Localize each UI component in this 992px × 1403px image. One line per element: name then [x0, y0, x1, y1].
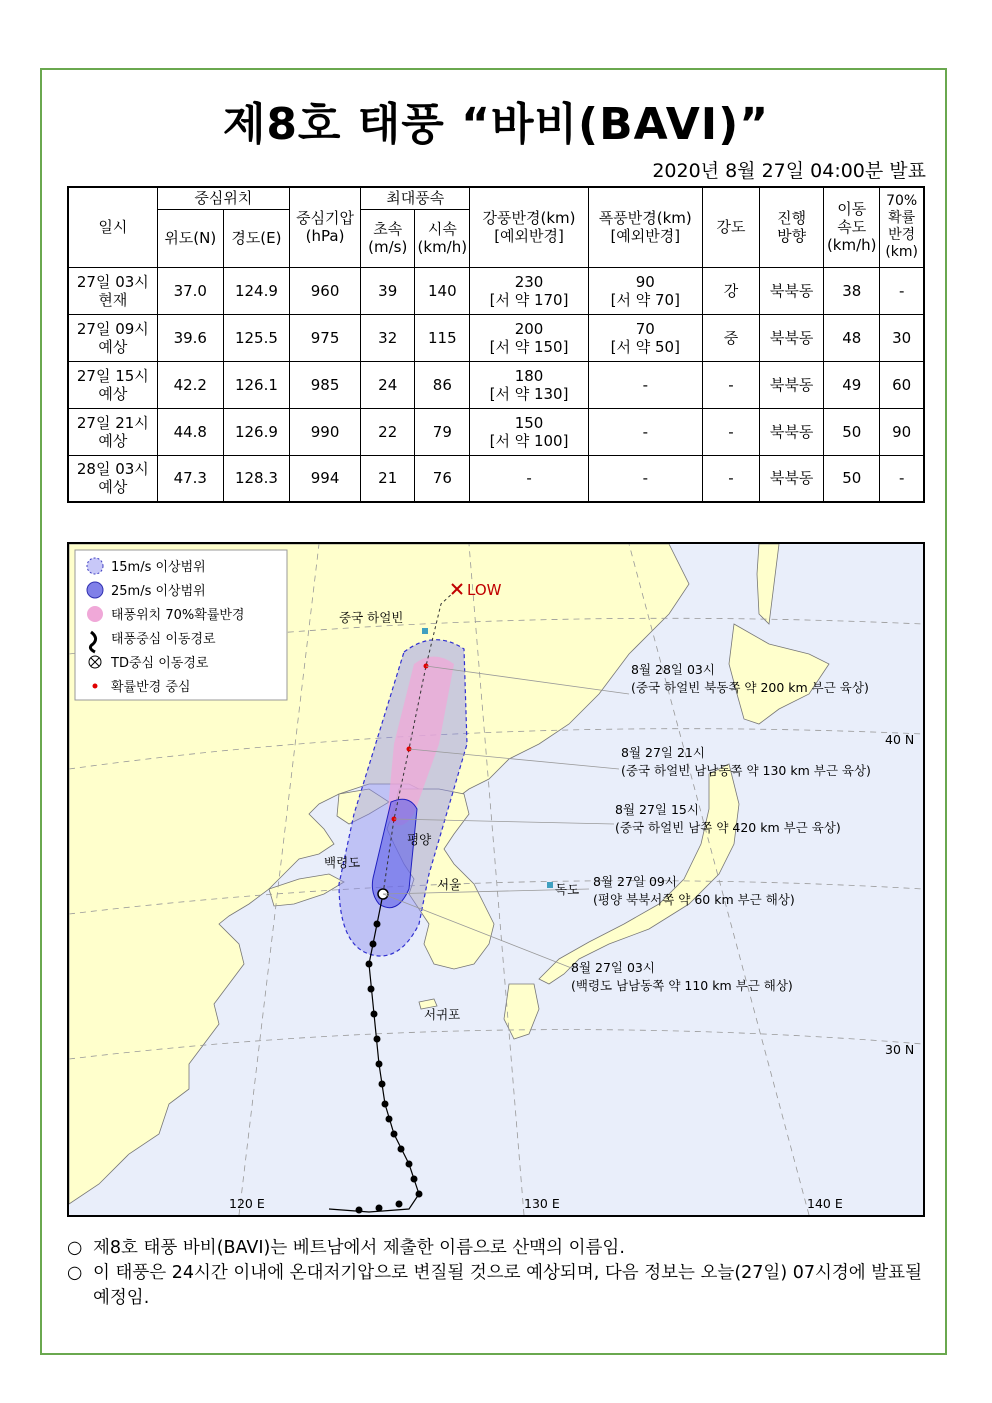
cell-lon: 126.9 — [223, 408, 289, 455]
typhoon-track-map — [67, 542, 925, 1217]
header-direction: 진행 방향 — [760, 187, 824, 267]
note-1-text: 제8호 태풍 바비(BAVI)는 베트남에서 제출한 이름으로 산맥의 이름임. — [93, 1238, 625, 1258]
cell-prob: 90 — [880, 408, 924, 455]
cell-dir: 북북동 — [760, 361, 824, 408]
legend-center-icon — [93, 684, 98, 689]
note-2-bullet: ○ — [67, 1263, 83, 1283]
cell-lat: 47.3 — [157, 455, 223, 502]
cell-p: 985 — [289, 361, 360, 408]
lat-label-40: 40 N — [885, 732, 915, 747]
legend-15ms-icon — [87, 558, 103, 574]
cell-int: - — [702, 408, 759, 455]
header-pressure: 중심기압 (hPa) — [289, 187, 360, 267]
place-pyongyang: 평양 — [407, 832, 432, 847]
cell-prob: - — [880, 267, 924, 314]
cell-kmh: 115 — [415, 314, 470, 361]
cell-lon: 128.3 — [223, 455, 289, 502]
header-prob-radius: 70% 확률 반경 (km) — [880, 187, 924, 267]
cell-lon: 124.9 — [223, 267, 289, 314]
lon-label-120: 120 E — [229, 1196, 265, 1211]
note-2 — [67, 1261, 927, 1311]
legend-25ms-icon — [87, 582, 103, 598]
low-label: LOW — [467, 581, 502, 599]
cell-strong: 200 [서 약 150] — [470, 314, 588, 361]
header-ms: 초속 (m/s) — [361, 209, 415, 267]
notes — [67, 1236, 927, 1311]
table-row — [68, 408, 924, 455]
lon-label-130: 130 E — [524, 1196, 560, 1211]
page-title: 제8호 태풍 “바비(BAVI)” — [222, 99, 770, 150]
note-1 — [67, 1236, 927, 1261]
header-kmh: 시속 (km/h) — [415, 209, 470, 267]
cell-time: 27일 21시 예상 — [68, 408, 157, 455]
cell-kmh: 86 — [415, 361, 470, 408]
cell-storm: 70 [서 약 50] — [588, 314, 702, 361]
cell-storm: - — [588, 408, 702, 455]
lat-label-30: 30 N — [885, 1042, 915, 1057]
callout-1-line2: (중국 하얼빈 북동쪽 약 200 km 부근 육상) — [631, 680, 869, 695]
cell-spd: 48 — [824, 314, 880, 361]
table-row — [68, 314, 924, 361]
cell-lon: 125.5 — [223, 314, 289, 361]
cell-ms: 24 — [361, 361, 415, 408]
cell-prob: 60 — [880, 361, 924, 408]
map-svg — [69, 544, 923, 1215]
header-speed: 이동 속도 (km/h) — [824, 187, 880, 267]
cell-ms: 39 — [361, 267, 415, 314]
callout-2-line2: (중국 하얼빈 남남동쪽 약 130 km 부근 육상) — [621, 763, 871, 778]
cell-time: 28일 03시 예상 — [68, 455, 157, 502]
cell-time: 27일 09시 예상 — [68, 314, 157, 361]
note-1-bullet: ○ — [67, 1238, 83, 1258]
cell-storm: - — [588, 455, 702, 502]
cell-strong: 150 [서 약 100] — [470, 408, 588, 455]
header-center: 중심위치 — [157, 187, 289, 209]
issued-time: 2020년 8월 27일 04:00분 발표 — [652, 160, 926, 182]
callout-1-line1: 8월 28일 03시 — [631, 662, 715, 677]
cell-int: - — [702, 455, 759, 502]
dokdo-marker — [547, 882, 553, 888]
cell-storm: 90 [서 약 70] — [588, 267, 702, 314]
map-legend — [75, 550, 287, 700]
table-row — [68, 267, 924, 314]
header-strong-radius: 강풍반경(km) [예외반경] — [470, 187, 588, 267]
callout-5-line2: (백령도 남남동쪽 약 110 km 부근 해상) — [571, 978, 793, 993]
cell-spd: 49 — [824, 361, 880, 408]
legend-track: 태풍중심 이동경로 — [111, 632, 216, 647]
cell-int: - — [702, 361, 759, 408]
place-harbin: 중국 하얼빈 — [339, 610, 404, 625]
cell-time: 27일 15시 예상 — [68, 361, 157, 408]
cell-spd: 50 — [824, 408, 880, 455]
cell-p: 975 — [289, 314, 360, 361]
place-seoul: 서울 — [437, 877, 462, 892]
legend-25ms: 25m/s 이상범위 — [111, 584, 206, 599]
header-maxwind: 최대풍속 — [361, 187, 470, 209]
cell-int: 강 — [702, 267, 759, 314]
callout-3-line1: 8월 27일 15시 — [615, 802, 699, 817]
note-2-text: 이 태풍은 24시간 이내에 온대저기압으로 변질될 것으로 예상되며, 다음 정보는 오늘(27일) 07시경에 발표될 예정임. — [93, 1263, 922, 1308]
cell-kmh: 76 — [415, 455, 470, 502]
cell-dir: 북북동 — [760, 314, 824, 361]
callout-5-line1: 8월 27일 03시 — [571, 960, 655, 975]
callout-4-line2: (평양 북북서쪽 약 60 km 부근 해상) — [593, 892, 795, 907]
header-storm-radius: 폭풍반경(km) [예외반경] — [588, 187, 702, 267]
cell-dir: 북북동 — [760, 408, 824, 455]
cell-ms: 21 — [361, 455, 415, 502]
cell-prob: 30 — [880, 314, 924, 361]
table-row — [68, 455, 924, 502]
legend-prob: 태풍위치 70%확률반경 — [111, 608, 245, 623]
header-intensity: 강도 — [702, 187, 759, 267]
cell-prob: - — [880, 455, 924, 502]
cell-dir: 북북동 — [760, 455, 824, 502]
cell-spd: 38 — [824, 267, 880, 314]
cell-strong: 180 [서 약 130] — [470, 361, 588, 408]
cell-p: 990 — [289, 408, 360, 455]
legend-prob-icon — [87, 606, 103, 622]
cell-kmh: 79 — [415, 408, 470, 455]
cell-ms: 22 — [361, 408, 415, 455]
cell-int: 중 — [702, 314, 759, 361]
cell-storm: - — [588, 361, 702, 408]
cell-p: 960 — [289, 267, 360, 314]
harbin-marker — [422, 628, 428, 634]
callout-2-line1: 8월 27일 21시 — [621, 745, 705, 760]
cell-p: 994 — [289, 455, 360, 502]
callout-4-line1: 8월 27일 09시 — [593, 874, 677, 889]
callout-3-line2: (중국 하얼빈 남쪽 약 420 km 부근 육상) — [615, 820, 841, 835]
place-seogwipo: 서귀포 — [424, 1007, 461, 1022]
header-time: 일시 — [68, 187, 157, 267]
cell-time: 27일 03시 현재 — [68, 267, 157, 314]
cell-lat: 44.8 — [157, 408, 223, 455]
legend-15ms: 15m/s 이상범위 — [111, 560, 206, 575]
place-baengnyeong: 백령도 — [324, 855, 361, 870]
cell-lat: 42.2 — [157, 361, 223, 408]
typhoon-table — [67, 186, 925, 503]
header-lat: 위도(N) — [157, 209, 223, 267]
cell-lat: 39.6 — [157, 314, 223, 361]
cell-lon: 126.1 — [223, 361, 289, 408]
legend-td: TD중심 이동경로 — [111, 656, 209, 671]
legend-center: 확률반경 중심 — [111, 680, 191, 695]
cell-strong: - — [470, 455, 588, 502]
place-dokdo: 독도 — [555, 882, 580, 897]
header-lon: 경도(E) — [223, 209, 289, 267]
cell-dir: 북북동 — [760, 267, 824, 314]
table-row — [68, 361, 924, 408]
cell-lat: 37.0 — [157, 267, 223, 314]
cell-spd: 50 — [824, 455, 880, 502]
cell-kmh: 140 — [415, 267, 470, 314]
cell-strong: 230 [서 약 170] — [470, 267, 588, 314]
cell-ms: 32 — [361, 314, 415, 361]
lon-label-140: 140 E — [807, 1196, 843, 1211]
